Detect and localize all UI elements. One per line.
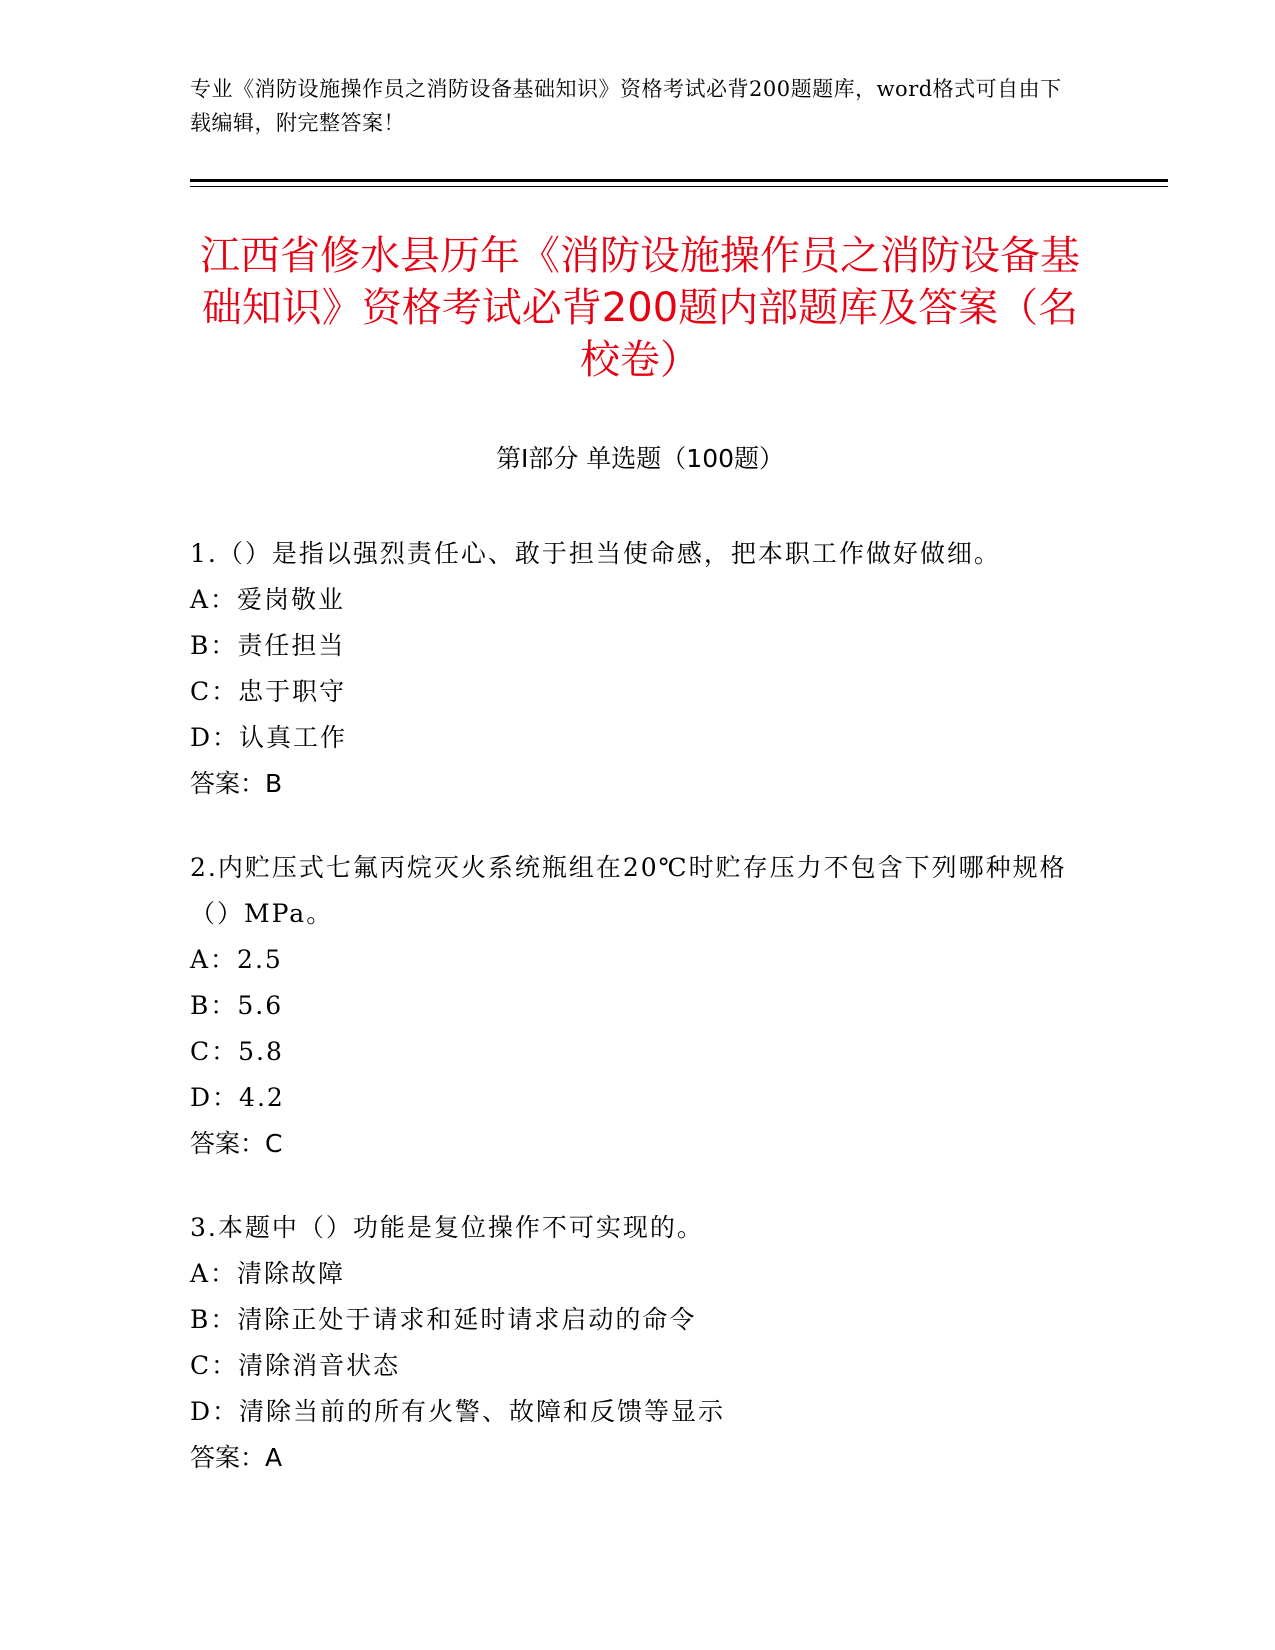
section-title: 第Ⅰ部分 单选题（100题） — [495, 444, 785, 473]
question-list — [190, 531, 1090, 1519]
answer-line: 答案：A — [190, 1443, 283, 1472]
header-note: 专业《消防设施操作员之消防设备基础知识》资格考试必背200题题库，word格式可自由下载编辑，附完整答案！ — [190, 77, 1062, 135]
option-b: B：清除正处于请求和延时请求启动的命令 — [190, 1305, 697, 1334]
option-b: B：5.6 — [190, 991, 284, 1020]
option-a: A：清除故障 — [190, 1259, 346, 1288]
option-d: D：4.2 — [190, 1083, 285, 1112]
option-d: D：清除当前的所有火警、故障和反馈等显示 — [190, 1397, 726, 1426]
option-a: A：2.5 — [190, 945, 283, 974]
option-b: B：责任担当 — [190, 631, 346, 660]
header-divider-thin — [190, 186, 1168, 187]
answer-line: 答案：C — [190, 1129, 283, 1158]
answer-line: 答案：B — [190, 769, 283, 798]
question-1 — [190, 531, 1090, 807]
question-stem: 1.（）是指以强烈责任心、敢于担当使命感，把本职工作做好做细。 — [190, 539, 1001, 568]
question-stem: 3.本题中（）功能是复位操作不可实现的。 — [190, 1213, 704, 1242]
question-3 — [190, 1205, 1090, 1481]
option-c: C：忠于职守 — [190, 677, 347, 706]
document-title: 江西省修水县历年《消防设施操作员之消防设备基础知识》资格考试必背200题内部题库及答案（名校卷） — [200, 233, 1080, 383]
option-c: C：清除消音状态 — [190, 1351, 401, 1380]
question-stem: 2.内贮压式七氟丙烷灭火系统瓶组在20℃时贮存压力不包含下列哪种规格（）MPa。 — [190, 853, 1067, 928]
header-divider-thick — [190, 179, 1168, 182]
option-d: D：认真工作 — [190, 723, 348, 752]
question-2 — [190, 845, 1090, 1167]
option-a: A：爱岗敬业 — [190, 585, 346, 614]
option-c: C：5.8 — [190, 1037, 284, 1066]
